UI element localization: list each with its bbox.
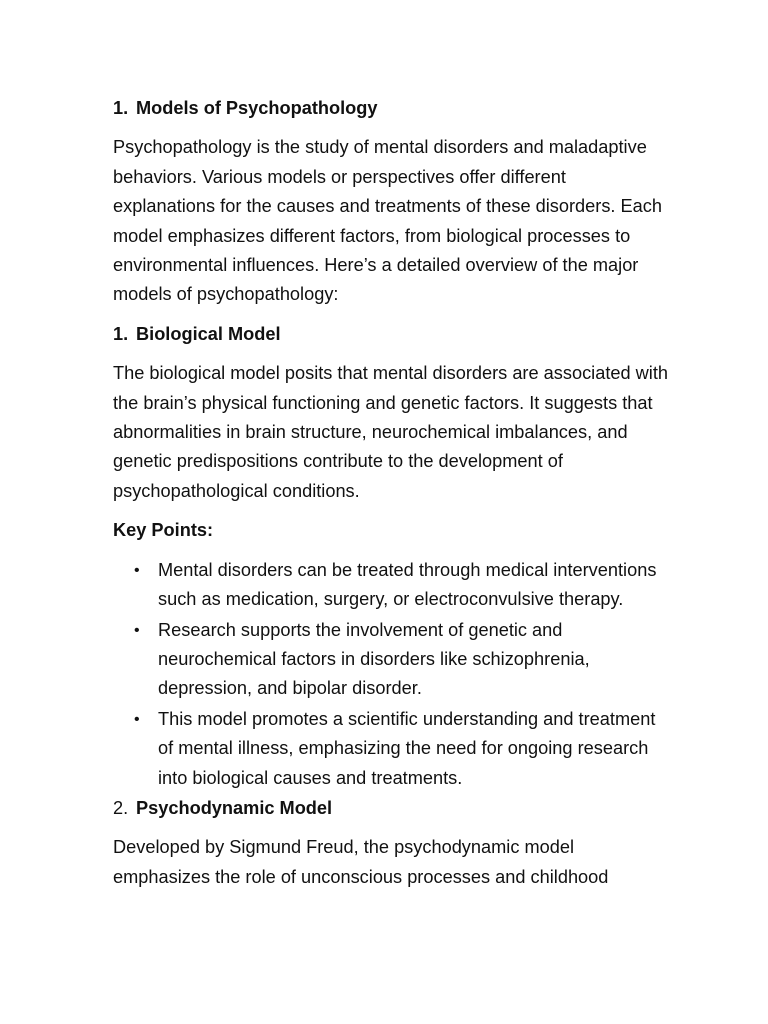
key-points-label: Key Points: [113,520,214,541]
document-page [113,94,673,902]
title-text: Models of Psychopathology [136,98,378,118]
psychodynamic-paragraph: Developed by Sigmund Freud, the psychodynamic model emphasizes the role of unconscious processes and childhood [113,837,609,887]
document-title [113,94,673,123]
title-number: 1. [113,98,129,118]
bullet-icon: • [134,561,140,579]
intro-paragraph: Psychopathology is the study of mental disorders and maladaptive behaviors. Various models or perspectives offer different explanations for the causes and treatments of these disorders. Each model emphasizes different factors, from biological processes to environmental influences. Here’s a detailed overview of the major models of psychopathology: [113,137,662,305]
bullet-icon: • [134,621,140,639]
section-heading-biological [113,320,673,349]
bullet-icon: • [134,710,140,728]
list-item [134,556,673,615]
section-title: Psychodynamic Model [136,797,333,818]
biological-paragraph: The biological model posits that mental disorders are associated with the brain’s physical functioning and genetic factors. It suggests that abnormalities in brain structure, neurochemical imbalances, and genetic predispositions contribute to the development of psychopathological conditions. [113,363,669,501]
key-points-list [113,556,673,793]
list-item [134,616,673,704]
list-item-text: Research supports the involvement of genetic and neurochemical factors in disorders like schizophrenia, depression, and bipolar disorder. [158,619,590,699]
section-heading-psychodynamic [113,794,673,823]
list-item-text: Mental disorders can be treated through medical interventions such as medication, surgery, or electroconvulsive therapy. [158,559,657,610]
section-number: 1. [113,323,129,344]
section-number: 2. [113,797,129,818]
list-item [134,705,673,793]
section-title: Biological Model [136,323,281,344]
list-item-text: This model promotes a scientific understanding and treatment of mental illness, emphasizing the need for ongoing research into biological causes and treatments. [158,708,656,788]
